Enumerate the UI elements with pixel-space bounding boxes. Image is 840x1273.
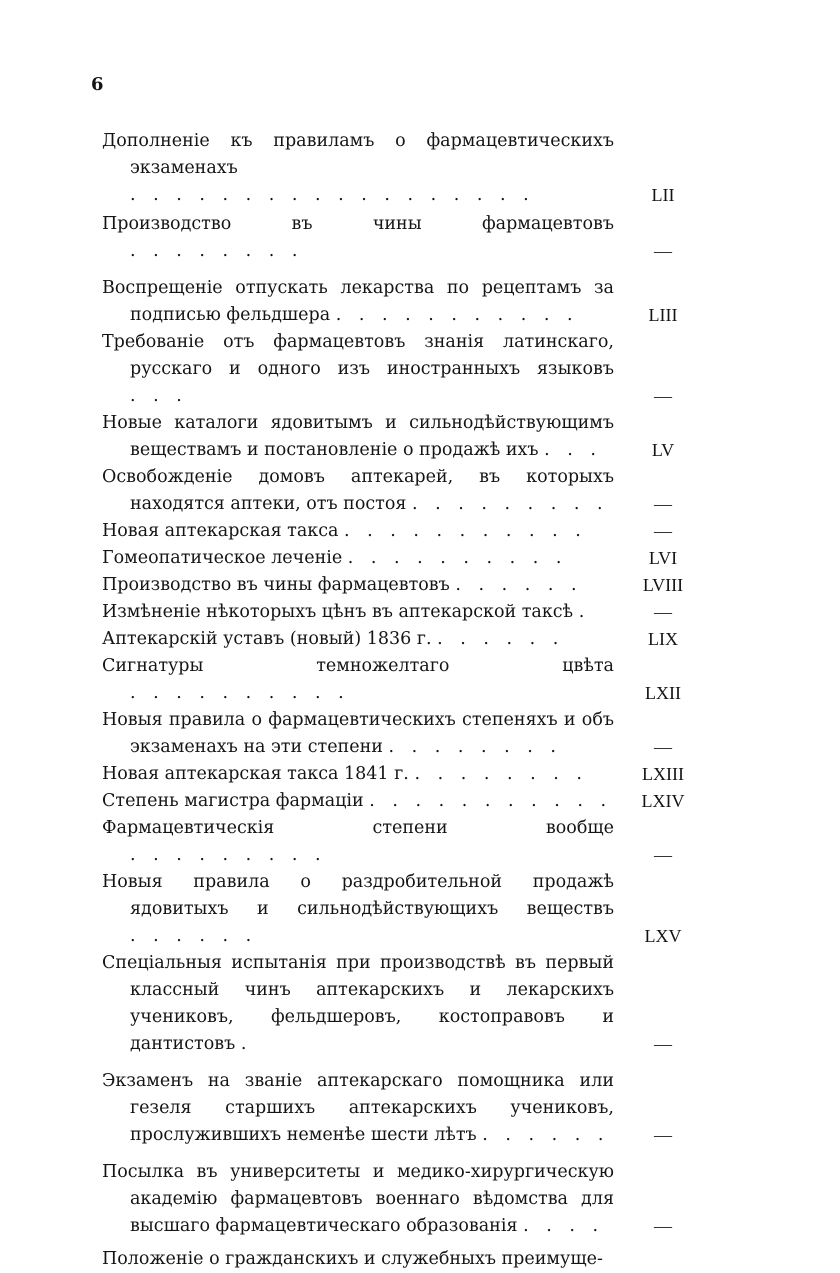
toc-entry-number: — [654,386,672,406]
toc-entry-number: LXIV [641,791,685,811]
toc-entry-number: — [654,1216,672,1236]
toc-entry-number: — [654,241,672,261]
toc-entry-title: Фармацевтическія степени вообще . . . . . . . . . [102,818,614,865]
toc-entry-title: Новая аптекарская такса 1841 г. . . . . . . . . [102,764,588,784]
toc-entry-number: LII [651,185,675,205]
toc-entry-number: — [654,845,672,865]
toc-entry [102,950,712,1058]
toc-entry [102,653,712,707]
toc-entry [102,518,712,545]
toc-entry-title: Освобожденіе домовъ аптекарей, въ которыхъ находятся аптеки, отъ постоя . . . . . . . . . [102,467,614,514]
toc-entry [102,707,712,761]
toc-entry-title: Сигнатуры темножелтаго цвѣта . . . . . . . . . . [102,656,614,703]
toc-entry [102,211,712,265]
toc-entry-title: Спеціальныя испытанія при производствѣ въ первый классный чинъ аптекарскихъ и лекарскихъ учениковъ, фельдшеровъ, костоправовъ и дантистовъ . [102,953,614,1054]
toc-entry [102,545,712,572]
toc-entry-title: Новыя правила о раздробительной продажѣ ядовитыхъ и сильнодѣйствующихъ веществъ . . . . . . [102,872,614,946]
toc-entry-number: LXII [645,683,681,703]
toc-entry-title: Посылка въ университеты и медико-хирургическую академію фармацевтовъ военнаго вѣдомства для высшаго фармацевтическаго образованія . . . . [102,1162,614,1236]
toc-entry-number: LVI [648,548,678,568]
toc-entry [102,464,712,518]
toc-entry [102,626,712,653]
toc-entry [102,788,712,815]
toc-entry [102,1246,712,1273]
toc-entry [102,599,712,626]
toc-entry-title: Измѣненіе нѣкоторыхъ цѣнъ въ аптекарской таксѣ . [102,602,591,622]
toc-entry-title: Новыя правила о фармацевтическихъ степеняхъ и объ экзаменахъ на эти степени . . . . . . . . [102,710,614,757]
toc-entry [102,275,712,329]
toc-entry-number: LVIII [642,575,684,595]
toc-entry-number: LXIII [642,764,684,784]
toc-entry [102,761,712,788]
toc-entry [102,410,712,464]
toc-entry-number: LV [651,440,675,460]
toc-entry-title: Аптекарскій уставъ (новый) 1836 г. . . . . . . [102,629,565,649]
toc-entry-number: — [654,521,672,541]
toc-entry [102,572,712,599]
toc-entry-title: Производство въ чины фармацевтовъ . . . . . . . . [102,214,614,261]
toc-entry-title: Степень магистра фармаціи . . . . . . . . . . . [102,791,613,811]
toc-entry-number: LXV [644,926,682,946]
toc-entry-title: Производство въ чины фармацевтовъ . . . . . . [102,575,583,595]
toc-entry-title: Новая аптекарская такса . . . . . . . . . . . [102,521,587,541]
toc-entry-title: Требованіе отъ фармацевтовъ знанія латинскаго, русскаго и одного изъ иностранныхъ языковъ . . . [102,332,614,406]
toc-entry [102,128,712,209]
page-number: 6 [91,74,104,95]
table-of-contents [102,128,712,1273]
toc-entry-title: Новые каталоги ядовитымъ и сильнодѣйствующимъ веществамъ и постановленіе о продажѣ ихъ . . . [102,413,614,460]
toc-entry [102,815,712,869]
toc-entry-number: — [654,494,672,514]
toc-entry-title: Гомеопатическое леченіе . . . . . . . . . . [102,548,568,568]
toc-entry-title: Воспрещеніе отпускать лекарства по рецептамъ за подписью фельдшера . . . . . . . . . . . [102,278,614,325]
toc-entry-title: Дополненіе къ правиламъ о фармацевтическихъ экзаменахъ . . . . . . . . . . . . . . . . . . [102,131,614,205]
toc-entry-number: — [654,1034,672,1054]
toc-entry [102,869,712,950]
toc-entry-title: Положеніе о гражданскихъ и служебныхъ преимуще- [102,1249,603,1269]
toc-entry-number: LIII [648,305,678,325]
toc-entry-number: — [654,602,672,622]
toc-entry [102,329,712,410]
toc-entry-title: Экзаменъ на званіе аптекарскаго помощника или гезеля старшихъ аптекарскихъ учениковъ, прослужившихъ неменѣе шести лѣтъ . . . . . . [102,1071,614,1145]
toc-entry-number: LIX [648,629,678,649]
toc-entry-number: — [654,737,672,757]
toc-entry-number: — [654,1125,672,1145]
toc-entry [102,1068,712,1149]
toc-entry [102,1159,712,1240]
